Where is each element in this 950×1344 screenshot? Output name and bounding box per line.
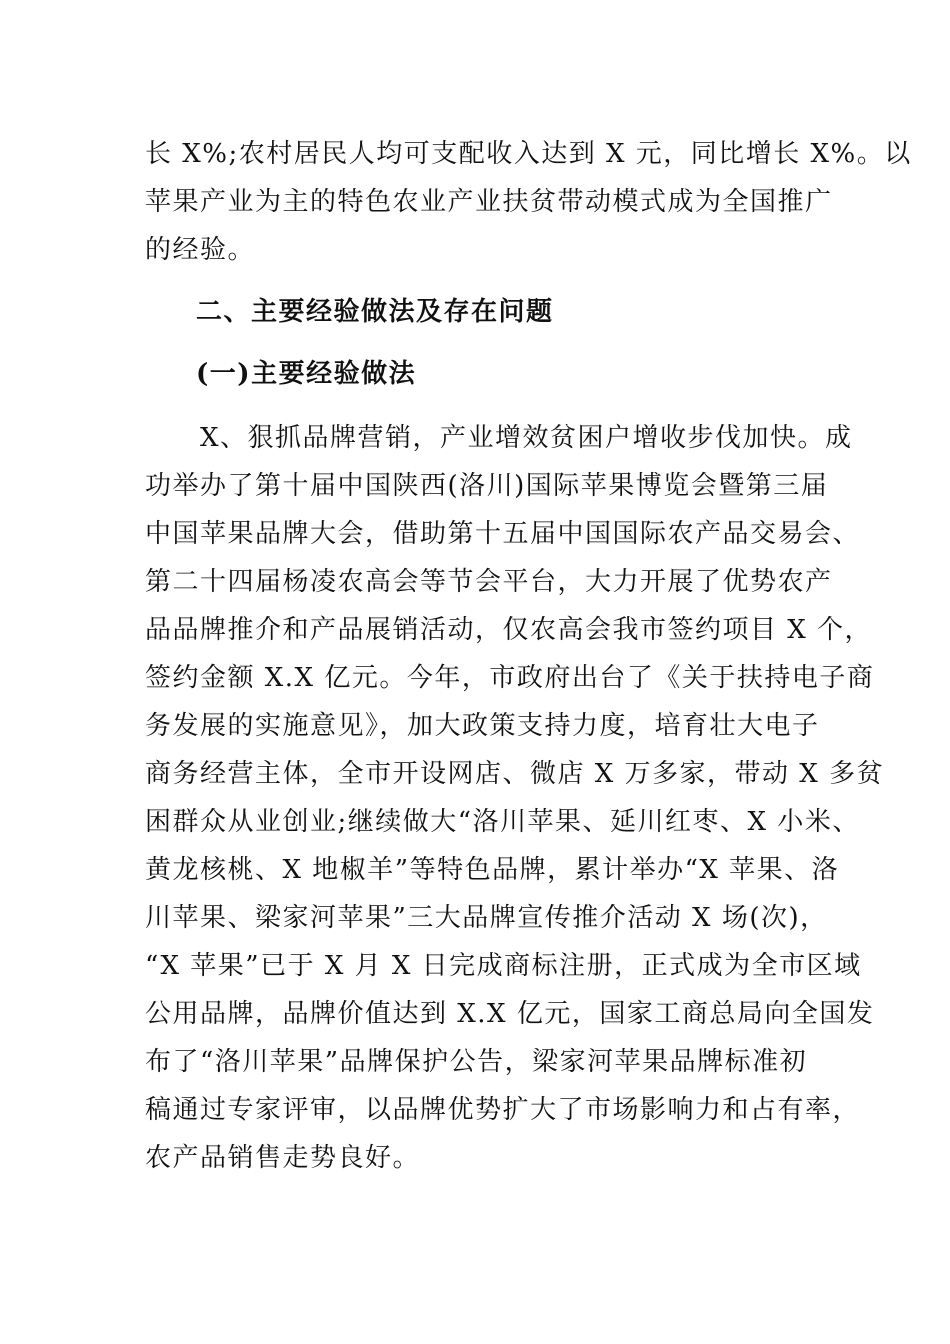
paragraph-line: 品品牌推介和产品展销活动，仅农高会我市签约项目 X 个， — [145, 615, 873, 645]
paragraph-line: 布了“洛川苹果”品牌保护公告，梁家河苹果品牌标准初 — [145, 1047, 808, 1077]
paragraph-line: 商务经营主体，全市开设网店、微店 X 万多家，带动 X 多贫 — [145, 759, 885, 789]
section-heading: 二、主要经验做法及存在问题 — [196, 297, 554, 327]
paragraph-line: 黄龙核桃、X 地椒羊”等特色品牌，累计举办“X 苹果、洛 — [145, 855, 840, 885]
intro-line: 苹果产业为主的特色农业产业扶贫带动模式成为全国推广 — [145, 187, 833, 217]
paragraph-line: 川苹果、梁家河苹果”三大品牌宣传推介活动 X 场(次)， — [145, 903, 828, 933]
paragraph-line: 第二十四届杨凌农高会等节会平台，大力开展了优势农产 — [145, 567, 833, 597]
subsection-heading: (一)主要经验做法 — [196, 359, 417, 389]
paragraph-line: 功举办了第十届中国陕西(洛川)国际苹果博览会暨第三届 — [145, 471, 829, 501]
paragraph-line: 公用品牌，品牌价值达到 X.X 亿元，国家工商总局向全国发 — [145, 999, 875, 1029]
intro-line: 长 X%;农村居民人均可支配收入达到 X 元，同比增长 X%。以 — [145, 139, 912, 169]
paragraph-line: 中国苹果品牌大会，借助第十五届中国国际农产品交易会、 — [145, 519, 861, 549]
paragraph-line: 农产品销售走势良好。 — [145, 1143, 421, 1173]
paragraph-line: X、狠抓品牌营销，产业增效贫困户增收步伐加快。成 — [145, 423, 853, 453]
paragraph-line: 务发展的实施意见》，加大政策支持力度，培育壮大电子 — [145, 711, 820, 741]
paragraph-line: “X 苹果”已于 X 月 X 日完成商标注册，正式成为全市区域 — [145, 951, 862, 981]
paragraph-line: 签约金额 X.X 亿元。今年，市政府出台了《关于扶持电子商 — [145, 663, 875, 693]
paragraph-line: 困群众从业创业;继续做大“洛川苹果、延川红枣、X 小米、 — [145, 807, 860, 837]
intro-line: 的经验。 — [145, 235, 256, 265]
paragraph-line: 稿通过专家评审，以品牌优势扩大了市场影响力和占有率， — [145, 1095, 861, 1125]
